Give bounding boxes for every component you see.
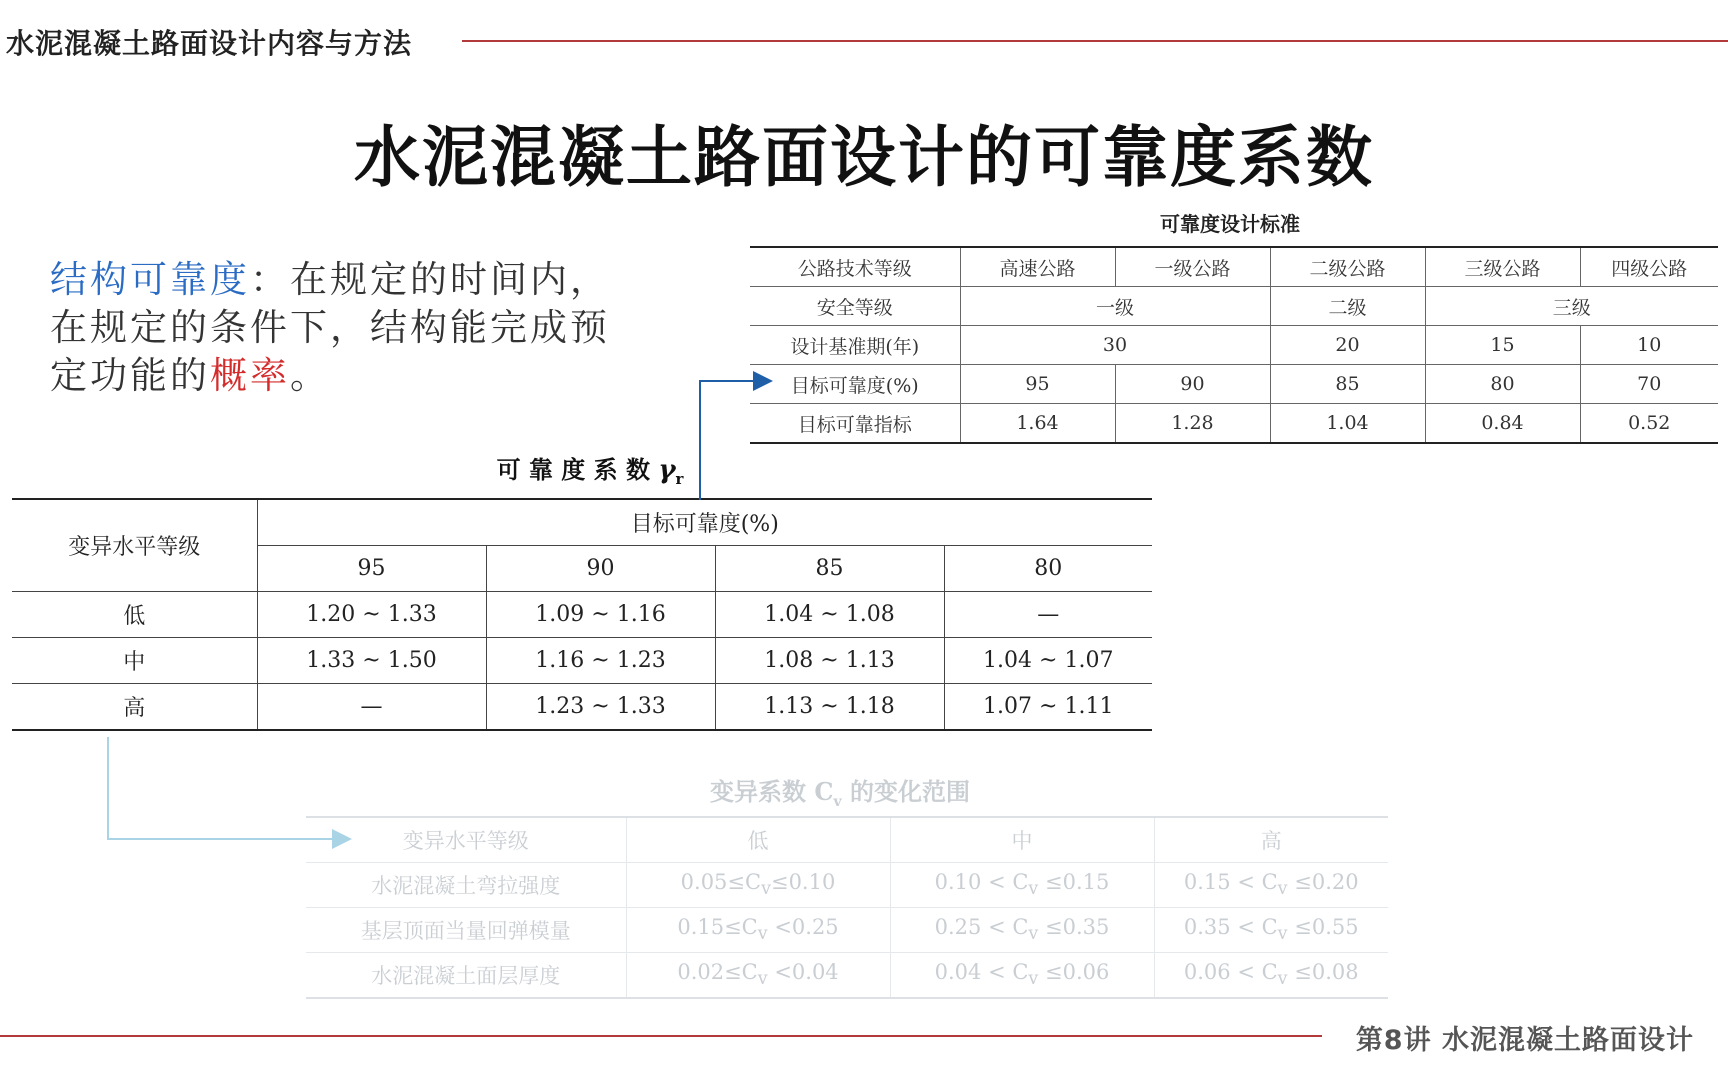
reliability-link-arrow: [700, 381, 771, 500]
table-header-cell: 变异水平等级: [402, 829, 529, 853]
cv-range-right: <0.04: [767, 960, 839, 985]
cv-range-left: 0.15 < C: [1183, 870, 1278, 895]
table-cell: 二级: [1270, 287, 1425, 326]
table-cell: 1.20 ~ 1.33: [257, 592, 486, 638]
table-cell: 1.13 ~ 1.18: [715, 684, 944, 731]
cv-caption-text: 变异系数 C: [710, 777, 834, 806]
cv-subscript: v: [1028, 879, 1039, 900]
group-header-cell: 目标可靠度(%): [257, 499, 1152, 546]
cv-subscript: v: [1277, 924, 1288, 945]
table-cell: 10: [1580, 326, 1718, 365]
table-cell: 85: [1270, 365, 1425, 404]
cv-range-right: ≤0.08: [1287, 960, 1359, 985]
definition-term: 结构可靠度: [50, 258, 250, 301]
table-cell: 三级: [1425, 287, 1718, 326]
table-cell: 0.52: [1580, 404, 1718, 444]
row-label: 设计基准期(年): [750, 326, 960, 365]
cv-subscript: v: [1277, 969, 1288, 990]
table-header-cell: 一级公路: [1115, 247, 1270, 287]
table-header-cell: 高速公路: [960, 247, 1115, 287]
cv-range-left: 0.02≤C: [677, 960, 758, 985]
table-cell: 一级: [960, 287, 1270, 326]
table-cell: 95: [960, 365, 1115, 404]
column-header-cell: 95: [257, 546, 486, 592]
row-label: 水泥混凝土弯拉强度: [306, 863, 626, 908]
table-cell: 15: [1425, 326, 1580, 365]
cv-caption-end: 的变化范围: [841, 777, 970, 806]
table-cell: 1.23 ~ 1.33: [486, 684, 715, 731]
lecture-footer: 第8讲 水泥混凝土路面设计: [1355, 1025, 1694, 1056]
gamma-subscript: r: [675, 469, 684, 488]
cv-range-right: ≤0.20: [1287, 870, 1359, 895]
table-cell: 80: [1425, 365, 1580, 404]
row-label: 低: [12, 592, 257, 638]
row-label: 水泥混凝土面层厚度: [306, 953, 626, 999]
row-header-cell: 变异水平等级: [68, 535, 201, 560]
cv-subscript: v: [757, 924, 768, 945]
definition-text: 在规定的时间内，在规定的条件下，结构能完成预定功能的: [50, 258, 610, 397]
column-header-cell: 80: [944, 546, 1152, 592]
table-header-cell: 低: [626, 817, 890, 863]
table-cell: 1.09 ~ 1.16: [486, 592, 715, 638]
row-label: 高: [12, 684, 257, 731]
footer-divider: [0, 1035, 1322, 1037]
table-cell: 70: [1580, 365, 1718, 404]
cv-range-left: 0.04 < C: [934, 960, 1029, 985]
cv-range-left: 0.35 < C: [1183, 915, 1278, 940]
table-cell: 1.64: [960, 404, 1115, 444]
table-header-cell: 高: [1154, 817, 1388, 863]
cv-range-left: 0.15≤C: [677, 915, 758, 940]
section-title: 水泥混凝土路面设计内容与方法: [6, 27, 413, 60]
cv-range-left: 0.10 < C: [934, 870, 1029, 895]
cv-range-left: 0.06 < C: [1183, 960, 1278, 985]
variability-link-arrow: [108, 737, 350, 839]
table-header-cell: 四级公路: [1580, 247, 1718, 287]
coefficient-caption-text: 可 靠 度 系 数: [496, 455, 650, 484]
cv-subscript: v: [757, 969, 768, 990]
row-label: 目标可靠度(%): [750, 365, 960, 404]
cv-range-right: ≤0.35: [1038, 915, 1110, 940]
cv-range-right: ≤0.55: [1287, 915, 1359, 940]
table-cell: 1.16 ~ 1.23: [486, 638, 715, 684]
row-label: 基层顶面当量回弹模量: [306, 908, 626, 953]
table-cell: 1.28: [1115, 404, 1270, 444]
row-label: 安全等级: [750, 287, 960, 326]
definition-probability: 概率: [210, 354, 290, 397]
column-header-cell: 90: [486, 546, 715, 592]
table-cell: —: [257, 684, 486, 731]
cv-range-left: 0.05≤C: [680, 870, 762, 895]
page-title: 水泥混凝土路面设计的可靠度系数: [354, 119, 1374, 196]
definition-colon: ：: [250, 258, 290, 301]
table-header-cell: 三级公路: [1425, 247, 1580, 287]
design-standard-caption: 可靠度设计标准: [1160, 212, 1300, 236]
cv-range-right: ≤0.10: [770, 870, 836, 895]
table-cell: 1.33 ~ 1.50: [257, 638, 486, 684]
column-header-cell: 85: [715, 546, 944, 592]
table-cell: 20: [1270, 326, 1425, 365]
cv-range-left: 0.25 < C: [934, 915, 1029, 940]
cv-subscript: v: [761, 879, 771, 900]
cv-range-right: ≤0.15: [1038, 870, 1110, 895]
table-cell: 1.07 ~ 1.11: [944, 684, 1152, 731]
table-header-cell: 二级公路: [1270, 247, 1425, 287]
table-cell: 1.04 ~ 1.08: [715, 592, 944, 638]
row-label: 目标可靠指标: [750, 404, 960, 444]
table-cell: 1.08 ~ 1.13: [715, 638, 944, 684]
cv-subscript: v: [1028, 969, 1039, 990]
table-header-cell: 中: [890, 817, 1154, 863]
table-cell: 0.84: [1425, 404, 1580, 444]
table-cell: 1.04: [1270, 404, 1425, 444]
table-cell: 90: [1115, 365, 1270, 404]
table-cell: 30: [960, 326, 1270, 365]
definition-end: 。: [290, 354, 330, 397]
table-cell: 1.04 ~ 1.07: [944, 638, 1152, 684]
cv-subscript: v: [1028, 924, 1039, 945]
cv-range-right: <0.25: [767, 915, 839, 940]
cv-subscript: v: [1277, 879, 1288, 900]
row-label: 中: [12, 638, 257, 684]
cv-caption-subscript: v: [833, 793, 842, 810]
table-header-cell: 公路技术等级: [797, 257, 912, 280]
gamma-symbol: γ: [658, 455, 676, 485]
table-cell: —: [944, 592, 1152, 638]
cv-range-right: ≤0.06: [1038, 960, 1110, 985]
